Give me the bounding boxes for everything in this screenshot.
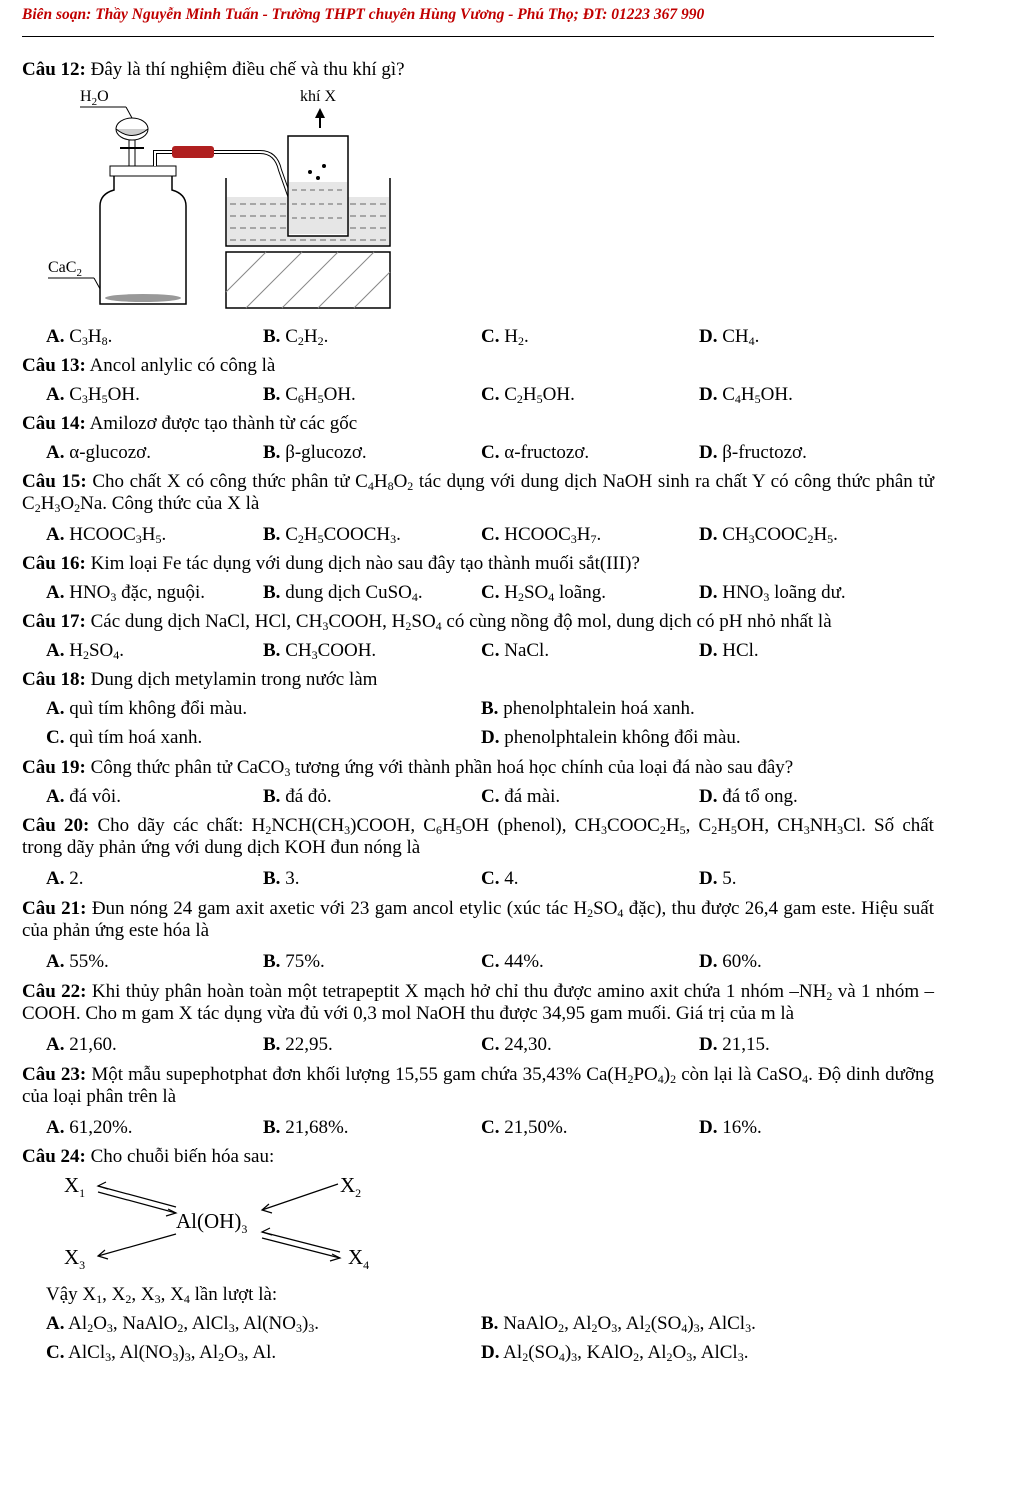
option-letter: C. — [481, 1034, 500, 1055]
q14-option-d[interactable] — [699, 442, 807, 464]
question-label: Câu 21: — [22, 898, 87, 919]
option-text: phenolphtalein hoá xanh. — [498, 698, 695, 719]
option-letter: B. — [481, 1313, 499, 1334]
option-text: β-fructozơ. — [717, 442, 807, 463]
option-letter: C. — [481, 524, 500, 545]
option-letter: A. — [46, 698, 65, 719]
option-text: đá mài. — [499, 786, 561, 807]
question-13 — [22, 355, 934, 377]
q20-option-b[interactable] — [263, 868, 299, 890]
option-text: 61,20%. — [64, 1117, 133, 1138]
option-text: β-glucozơ. — [280, 442, 367, 463]
option-letter: C. — [46, 1342, 65, 1363]
option-letter: A. — [46, 326, 65, 347]
question-20: Câu 20: Cho dãy các chất: $H_2NCH(CH_3)COOH$, $C_6H_5OH$ (phenol), $CH_3COOC_2H_5$, $C_2H_5OH$, $CH_3NH_3Cl$. Số chất trong dãy phản ứng với dung dịch KOH đun nóng là — [22, 815, 934, 858]
q17-option-b[interactable]: B. $CH_3COOH$. — [263, 640, 377, 662]
q16-option-c[interactable]: C. $H_2SO_4$ loãng. — [481, 582, 606, 604]
q12-option-d[interactable]: D. $CH_4$. — [699, 326, 760, 348]
q23-option-d[interactable] — [699, 1117, 762, 1139]
q14-option-a[interactable] — [46, 442, 151, 464]
option-text: đặc, nguội. — [116, 582, 206, 603]
question-label: Câu 13: — [22, 355, 86, 376]
option-letter: D. — [699, 1034, 718, 1055]
question-24 — [22, 1146, 934, 1168]
gas-x-label: khí X — [300, 88, 336, 105]
question-text-2: COOH, H — [328, 611, 406, 632]
center-compound-sub: 3 — [241, 1222, 248, 1236]
question-label: Câu 22: — [22, 981, 87, 1002]
question-17: Câu 17: Các dung dịch NaCl, HCl, $CH_3COOH$, $H_2SO_4$ có cùng nồng độ mol, dung dịch có pH nhỏ nhất là — [22, 611, 832, 633]
option-letter: B. — [263, 640, 281, 661]
question-19: Câu 19: Công thức phân tử CaCO$_3$ tương ứng với thành phần hoá học chính của loại đá nào sau đây? — [22, 757, 794, 779]
option-letter: D. — [481, 1342, 500, 1363]
option-letter: B. — [263, 326, 281, 347]
q14-option-b[interactable] — [263, 442, 367, 464]
option-letter: C. — [481, 384, 500, 405]
q21-option-c[interactable] — [481, 951, 544, 973]
option-text: 55%. — [64, 951, 109, 972]
question-label: Câu 19: — [22, 757, 86, 778]
q24-option-b[interactable]: B. NaAlO$_2$, $Al_2O_3$, $Al_2(SO_4)_3$, AlCl$_3$. — [481, 1313, 756, 1335]
option-letter: D. — [699, 326, 718, 347]
question-text-1: Đun nóng 24 gam axit axetic với 23 gam ancol etylic (xúc tác H — [86, 898, 588, 919]
option-text: 60%. — [717, 951, 762, 972]
q18-option-d[interactable] — [481, 727, 741, 749]
x4-label: X — [348, 1245, 364, 1269]
h2o-label-sub: 2 — [91, 96, 98, 108]
question-15: Câu 15: Cho chất X có công thức phân tử $C_4H_8O_2$ tác dụng với dung dịch NaOH sinh ra chất Y có công thức phân tử $C_2H_3O_2Na$. Công thức của X là — [22, 471, 934, 515]
q24-option-d[interactable]: D. $Al_2(SO_4)_3$, KAlO$_2$, $Al_2O_3$, AlCl$_3$. — [481, 1342, 749, 1364]
option-letter: C. — [481, 640, 500, 661]
option-letter: C. — [481, 326, 500, 347]
question-label: Câu 20: — [22, 815, 90, 836]
cac2-label-c: CaC — [48, 259, 77, 276]
svg-text:X1 — [64, 1173, 85, 1200]
option-letter: B. — [263, 951, 281, 972]
option-letter: B. — [263, 442, 281, 463]
option-text: loãng. — [554, 582, 606, 603]
option-letter: A. — [46, 640, 65, 661]
option-letter: C. — [46, 727, 65, 748]
q21-option-d[interactable] — [699, 951, 762, 973]
svg-text:X4 — [348, 1245, 369, 1272]
cac2-label-sub: 2 — [76, 267, 82, 279]
x3-index: 3 — [79, 1258, 86, 1272]
question-text-2: chất trong dãy phản ứng với dung dịch KOH đun nóng là — [22, 815, 934, 858]
question-18 — [22, 669, 934, 691]
q18-option-b[interactable] — [481, 698, 695, 720]
q22-option-a[interactable] — [46, 1034, 117, 1056]
question-text-2: đặc), thu được 26,4 gam este. Hiệu suất của phản ứng este hóa là — [22, 898, 934, 941]
question-label: Câu 12: — [22, 59, 86, 80]
q16-option-d[interactable]: D. $HNO_3$ loãng dư. — [699, 582, 846, 604]
option-text: đá đỏ. — [280, 786, 332, 807]
option-letter: B. — [481, 698, 499, 719]
q15-option-b[interactable]: B. $C_2H_5COOCH_3$. — [263, 524, 401, 546]
option-letter: A. — [46, 951, 65, 972]
q19-option-d[interactable] — [699, 786, 798, 808]
question-16 — [22, 553, 934, 575]
q18-option-a[interactable] — [46, 698, 247, 720]
question-12 — [22, 59, 934, 81]
svg-text:CaC2 — [48, 259, 82, 279]
q20-option-a[interactable] — [46, 868, 83, 890]
q24-option-a[interactable]: A. $Al_2O_3$, NaAlO$_2$, AlCl$_3$, $Al(NO_3)_3$. — [46, 1313, 320, 1335]
option-letter: B. — [263, 524, 281, 545]
question-label: Câu 18: — [22, 669, 86, 690]
svg-text:H2O — [80, 88, 109, 108]
option-text: dung dịch CuSO — [280, 582, 412, 603]
option-letter: D. — [699, 384, 718, 405]
q15-option-d[interactable]: D. $CH_3COOC_2H_5$. — [699, 524, 838, 546]
option-text: 3. — [280, 868, 300, 889]
question-22: Câu 22: Khi thủy phân hoàn toàn một tetrapeptit X mạch hở chỉ thu được amino axit chứa 1 nhóm $-NH_2$ và 1 nhóm –COOH. Cho m gam X tác dụng vừa đủ với 0,3 mol NaOH thu được 34,95 gam muối. Giá trị của m là — [22, 981, 935, 1024]
option-letter: D. — [699, 786, 718, 807]
option-letter: A. — [46, 384, 65, 405]
option-letter: B. — [263, 1034, 281, 1055]
option-letter: A. — [46, 1313, 65, 1334]
option-text: 21,68%. — [280, 1117, 349, 1138]
question-label: Câu 17: — [22, 611, 86, 632]
option-text: 5. — [717, 868, 737, 889]
option-letter: D. — [481, 727, 500, 748]
question-text-1: Một mẫu supephotphat đơn khối lượng 15,55 gam chứa 35,43% Ca(H — [86, 1064, 628, 1085]
q13-option-c[interactable]: C. $C_2H_5OH$. — [481, 384, 575, 406]
q24-option-c[interactable]: C. AlCl$_3$, $Al(NO_3)_3$, $Al_2O_3$, Al. — [46, 1342, 277, 1364]
q12-option-b[interactable]: B. $C_2H_2$. — [263, 326, 329, 348]
q20-option-c[interactable] — [481, 868, 518, 890]
option-letter: D. — [699, 442, 718, 463]
question-text-3: . Độ dinh dưỡng của loại phân trên là — [22, 1064, 935, 1107]
option-letter: D. — [699, 1117, 718, 1138]
q13-option-b[interactable]: B. $C_6H_5OH$. — [263, 384, 356, 406]
svg-text:X3 — [64, 1245, 85, 1272]
page-header: Biên soạn: Thầy Nguyễn Minh Tuấn - Trường THPT chuyên Hùng Vương - Phú Thọ; ĐT: 01223 367 990 — [22, 6, 705, 23]
option-letter: D. — [699, 582, 718, 603]
question-text: Kim loại Fe tác dụng với dung dịch nào sau đây tạo thành muối sắt(III)? — [85, 553, 640, 574]
question-23: Câu 23: Một mẫu supephotphat đơn khối lượng 15,55 gam chứa 35,43% $Ca(H_2PO_4)_2$ còn lại là CaSO$_4$. Độ dinh dưỡng của loại phân trên là — [22, 1064, 935, 1107]
q12-option-c[interactable]: C. $H_2$. — [481, 326, 529, 348]
question-label: Câu 23: — [22, 1064, 87, 1085]
option-text: HCl. — [717, 640, 759, 661]
option-text: α-glucozơ. — [64, 442, 151, 463]
option-text: 21,60. — [64, 1034, 117, 1055]
question-text-2: và 1 nhóm –COOH. Cho m gam X tác dụng vừa đủ với 0,3 mol NaOH thu được 34,95 gam muối. Giá trị của m là — [22, 981, 935, 1024]
q16-option-b[interactable]: B. dung dịch CuSO$_4$. — [263, 582, 423, 604]
q22-option-c[interactable] — [481, 1034, 552, 1056]
option-letter: B. — [263, 786, 281, 807]
option-text: phenolphtalein không đổi màu. — [499, 727, 741, 748]
q22-option-b[interactable] — [263, 1034, 333, 1056]
option-letter: C. — [481, 582, 500, 603]
question-text-3: Na. Công thức của X là — [80, 493, 260, 514]
q16-option-a[interactable]: A. $HNO_3$ đặc, nguội. — [46, 582, 206, 604]
q23-option-c[interactable] — [481, 1117, 568, 1139]
question-text-1: Cho chất X có công thức phân tử C — [86, 471, 368, 492]
question-label: Câu 15: — [22, 471, 87, 492]
option-text: quì tím không đổi màu. — [64, 698, 248, 719]
option-text: 44%. — [499, 951, 544, 972]
x2-index: 2 — [355, 1186, 362, 1200]
q22-option-d[interactable] — [699, 1034, 770, 1056]
option-letter: C. — [481, 1117, 500, 1138]
svg-text:Al(OH)3 — [176, 1209, 247, 1236]
question-label: Câu 14: — [22, 413, 86, 434]
option-text: 22,95. — [280, 1034, 333, 1055]
option-text: 75%. — [280, 951, 325, 972]
option-text: NaCl. — [499, 640, 550, 661]
question-label: Câu 16: — [22, 553, 86, 574]
x1-index: 1 — [79, 1186, 86, 1200]
option-letter: A. — [46, 1117, 65, 1138]
option-text: 4. — [499, 868, 519, 889]
option-letter: B. — [263, 582, 281, 603]
question-text-1: Khi thủy phân hoàn toàn một tetrapeptit X mạch hở chỉ thu được amino axit chứa 1 nhóm –NH — [86, 981, 827, 1002]
option-text: 21,50%. — [499, 1117, 568, 1138]
q14-option-c[interactable] — [481, 442, 589, 464]
question-14 — [22, 413, 934, 435]
option-letter: C. — [481, 442, 500, 463]
conclusion-end: lần lượt là: — [189, 1284, 278, 1305]
x3-label: X — [64, 1245, 80, 1269]
option-text: quì tím hoá xanh. — [64, 727, 203, 748]
option-letter: B. — [263, 1117, 281, 1138]
question-label: Câu 24: — [22, 1146, 86, 1167]
x2-label: X — [340, 1173, 356, 1197]
option-letter: A. — [46, 582, 65, 603]
x4-index: 4 — [363, 1258, 370, 1272]
option-letter: C. — [481, 868, 500, 889]
q12-option-a[interactable]: A. $C_3H_8$. — [46, 326, 113, 348]
option-letter: A. — [46, 442, 65, 463]
al-oh3-conversion-scheme — [50, 1170, 390, 1274]
q20-option-d[interactable] — [699, 868, 736, 890]
option-letter: D. — [699, 640, 718, 661]
q23-option-b[interactable] — [263, 1117, 349, 1139]
q19-option-c[interactable] — [481, 786, 560, 808]
x1-label: X — [64, 1173, 80, 1197]
q13-option-a[interactable]: A. $C_3H_5OH$. — [46, 384, 140, 406]
h2o-label-o: O — [97, 88, 109, 105]
gas-collection-apparatus — [40, 82, 440, 314]
option-text: 2. — [64, 868, 84, 889]
question-text: Dung dịch metylamin trong nước làm — [85, 669, 378, 690]
question-text-1: Cho dãy các chất: H — [89, 815, 266, 836]
question-text-1: Các dung dịch NaCl, HCl, CH — [85, 611, 323, 632]
option-letter: D. — [699, 868, 718, 889]
question-text: Amilozơ được tạo thành từ các gốc — [85, 413, 358, 434]
q15-option-c[interactable]: C. $HCOOC_3H_7$. — [481, 524, 602, 546]
question-text-1: Công thức phân tử CaCO — [85, 757, 285, 778]
svg-text:X2 — [340, 1173, 361, 1200]
q17-option-d[interactable] — [699, 640, 759, 662]
question-text-2: tương ứng với thành phần hoá học chính của loại đá nào sau đây? — [290, 757, 794, 778]
option-text: đá vôi. — [64, 786, 121, 807]
q19-option-b[interactable] — [263, 786, 332, 808]
option-text: đá tổ ong. — [717, 786, 798, 807]
question-text: Đây là thí nghiệm điều chế và thu khí gì? — [85, 59, 405, 80]
option-text: loãng dư. — [769, 582, 846, 603]
option-letter: D. — [699, 524, 718, 545]
option-text: α-fructozơ. — [499, 442, 590, 463]
option-letter: A. — [46, 524, 65, 545]
question-text: Cho chuỗi biến hóa sau: — [85, 1146, 275, 1167]
q17-option-c[interactable] — [481, 640, 549, 662]
question-text-2: tác dụng với dung dịch NaOH sinh ra chất Y có công thức phân tử C — [22, 471, 934, 514]
h2o-label-h: H — [80, 88, 92, 105]
q13-option-d[interactable]: D. $C_4H_5OH$. — [699, 384, 793, 406]
header-divider — [22, 36, 934, 37]
q15-option-a[interactable]: A. $HCOOC_3H_5$. — [46, 524, 167, 546]
question-text: Ancol anlylic có công là — [85, 355, 276, 376]
option-letter: B. — [263, 868, 281, 889]
question-text-2: còn lại là CaSO — [676, 1064, 803, 1085]
q23-option-a[interactable] — [46, 1117, 133, 1139]
q21-option-b[interactable] — [263, 951, 325, 973]
question-text-3: có cùng nồng độ mol, dung dịch có pH nhỏ nhất là — [441, 611, 832, 632]
option-letter: C. — [481, 951, 500, 972]
option-text: 16%. — [717, 1117, 762, 1138]
center-compound: Al(OH) — [176, 1209, 242, 1233]
option-letter: B. — [263, 384, 281, 405]
conclusion-start: Vậy X — [46, 1284, 97, 1305]
q19-option-a[interactable] — [46, 786, 121, 808]
q17-option-a[interactable]: A. $H_2SO_4$. — [46, 640, 125, 662]
option-text: 24,30. — [499, 1034, 552, 1055]
option-letter: D. — [699, 951, 718, 972]
option-letter: C. — [481, 786, 500, 807]
option-text: 21,15. — [717, 1034, 770, 1055]
option-letter: A. — [46, 868, 65, 889]
q21-option-a[interactable] — [46, 951, 109, 973]
q24-conclusion: Vậy $X_1$, $X_2$, $X_3$, $X_4$ lần lượt là: — [46, 1284, 278, 1306]
option-letter: A. — [46, 1034, 65, 1055]
q18-option-c[interactable] — [46, 727, 202, 749]
question-21: Câu 21: Đun nóng 24 gam axit axetic với 23 gam ancol etylic (xúc tác $H_2SO_4$ đặc), thu được 26,4 gam este. Hiệu suất của phản ứng este hóa là — [22, 898, 934, 941]
option-letter: A. — [46, 786, 65, 807]
